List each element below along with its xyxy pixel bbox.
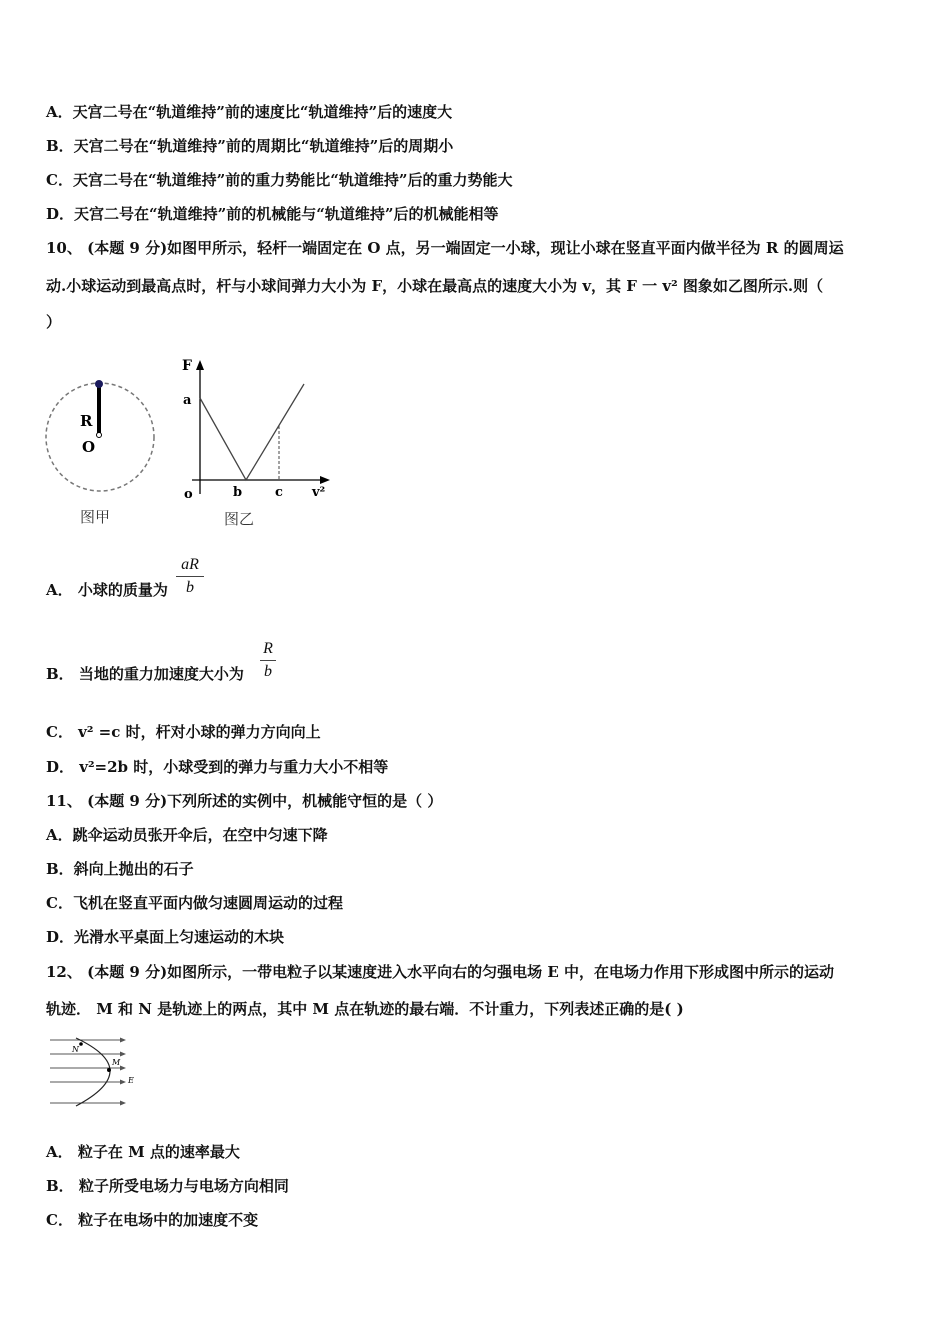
q11-option-b: B．斜向上抛出的石子 [46,860,194,878]
figure-yi-caption: 图乙 [224,510,255,528]
label-b: b [233,485,243,500]
fraction-numerator: R [263,640,273,657]
fraction-bar [260,660,276,661]
fraction-bar [176,576,204,577]
q12-stem-line1: 12、 (本题 9 分)如图所示，一带电粒子以某速度进入水平向右的匀强电场 E 中，在电场力作用下形成图中所示的运动 [46,963,835,981]
q10-option-a: A． 小球的质量为 [46,581,168,599]
q11-option-d: D．光滑水平桌面上匀速运动的木块 [46,928,285,946]
x-axis-arrow [320,476,330,484]
q10-option-c: C． v² =c 时，杆对小球的弹力方向向上 [46,723,321,741]
label-n: N [72,1045,79,1054]
field-arrow [120,1101,126,1106]
particle-trajectory [76,1038,110,1106]
q12-option-c: C． 粒子在电场中的加速度不变 [46,1211,259,1229]
label-e: E [128,1076,134,1085]
q9-option-c: C．天宫二号在“轨道维持”前的重力势能比“轨道维持”后的重力势能大 [46,171,513,189]
point-n [79,1042,83,1046]
q11-stem: 11、 (本题 9 分)下列所述的实例中，机械能守恒的是（ ） [46,792,443,810]
point-m [107,1068,111,1072]
q10-stem-line2: 动.小球运动到最高点时，杆与小球间弹力大小为 F，小球在最高点的速度大小为 v，其 F 一 v² 图象如乙图所示.则（ [46,277,824,295]
f-v2-line [200,384,304,480]
y-axis-arrow [196,360,204,370]
label-o: O [82,438,96,456]
fraction-r-over-b [260,640,276,681]
ball [95,380,103,388]
q10-stem-line1: 10、 (本题 9 分)如图甲所示，轻杆一端固定在 O 点，另一端固定一小球，现让小球在竖直平面内做半径为 R 的圆周运 [46,239,844,257]
fraction-denominator: b [186,579,194,596]
fraction-denominator: b [264,663,272,680]
pivot-point [97,433,102,438]
figure-yi-graph [178,352,338,507]
field-arrow [120,1080,126,1085]
q10-option-d: D． v²=2b 时，小球受到的弹力与重力大小不相等 [46,758,389,776]
field-arrow [120,1038,126,1043]
q10-stem-line3: ） [46,313,62,331]
q12-stem-line2: 轨迹． M 和 N 是轨迹上的两点，其中 M 点在轨迹的最右端．不计重力，下列表述正确的是( ) [46,1000,684,1018]
q10-option-b: B． 当地的重力加速度大小为 [46,665,244,683]
field-arrow [120,1052,126,1057]
q11-option-c: C．飞机在竖直平面内做匀速圆周运动的过程 [46,894,343,912]
label-f: F [182,358,192,374]
figure-jia-circle [40,372,165,502]
q9-option-d: D．天宫二号在“轨道维持”前的机械能与“轨道维持”后的机械能相等 [46,205,499,223]
field-arrow [120,1066,126,1071]
fraction-numerator: aR [181,556,199,573]
q9-option-a: A．天宫二号在“轨道维持”前的速度比“轨道维持”后的速度大 [46,103,453,121]
figure-electric-field [48,1034,143,1110]
label-a: a [183,393,192,408]
label-v2: v² [312,485,326,500]
label-origin: o [184,487,193,502]
label-m: M [112,1058,121,1067]
label-c: c [275,485,283,500]
q12-option-a: A． 粒子在 M 点的速率最大 [46,1143,240,1161]
q9-option-b: B．天宫二号在“轨道维持”前的周期比“轨道维持”后的周期小 [46,137,454,155]
fraction-ar-over-b [176,556,204,597]
figure-jia-caption: 图甲 [80,508,111,526]
label-r: R [80,412,93,430]
q12-option-b: B． 粒子所受电场力与电场方向相同 [46,1177,289,1195]
q11-option-a: A．跳伞运动员张开伞后，在空中匀速下降 [46,826,328,844]
